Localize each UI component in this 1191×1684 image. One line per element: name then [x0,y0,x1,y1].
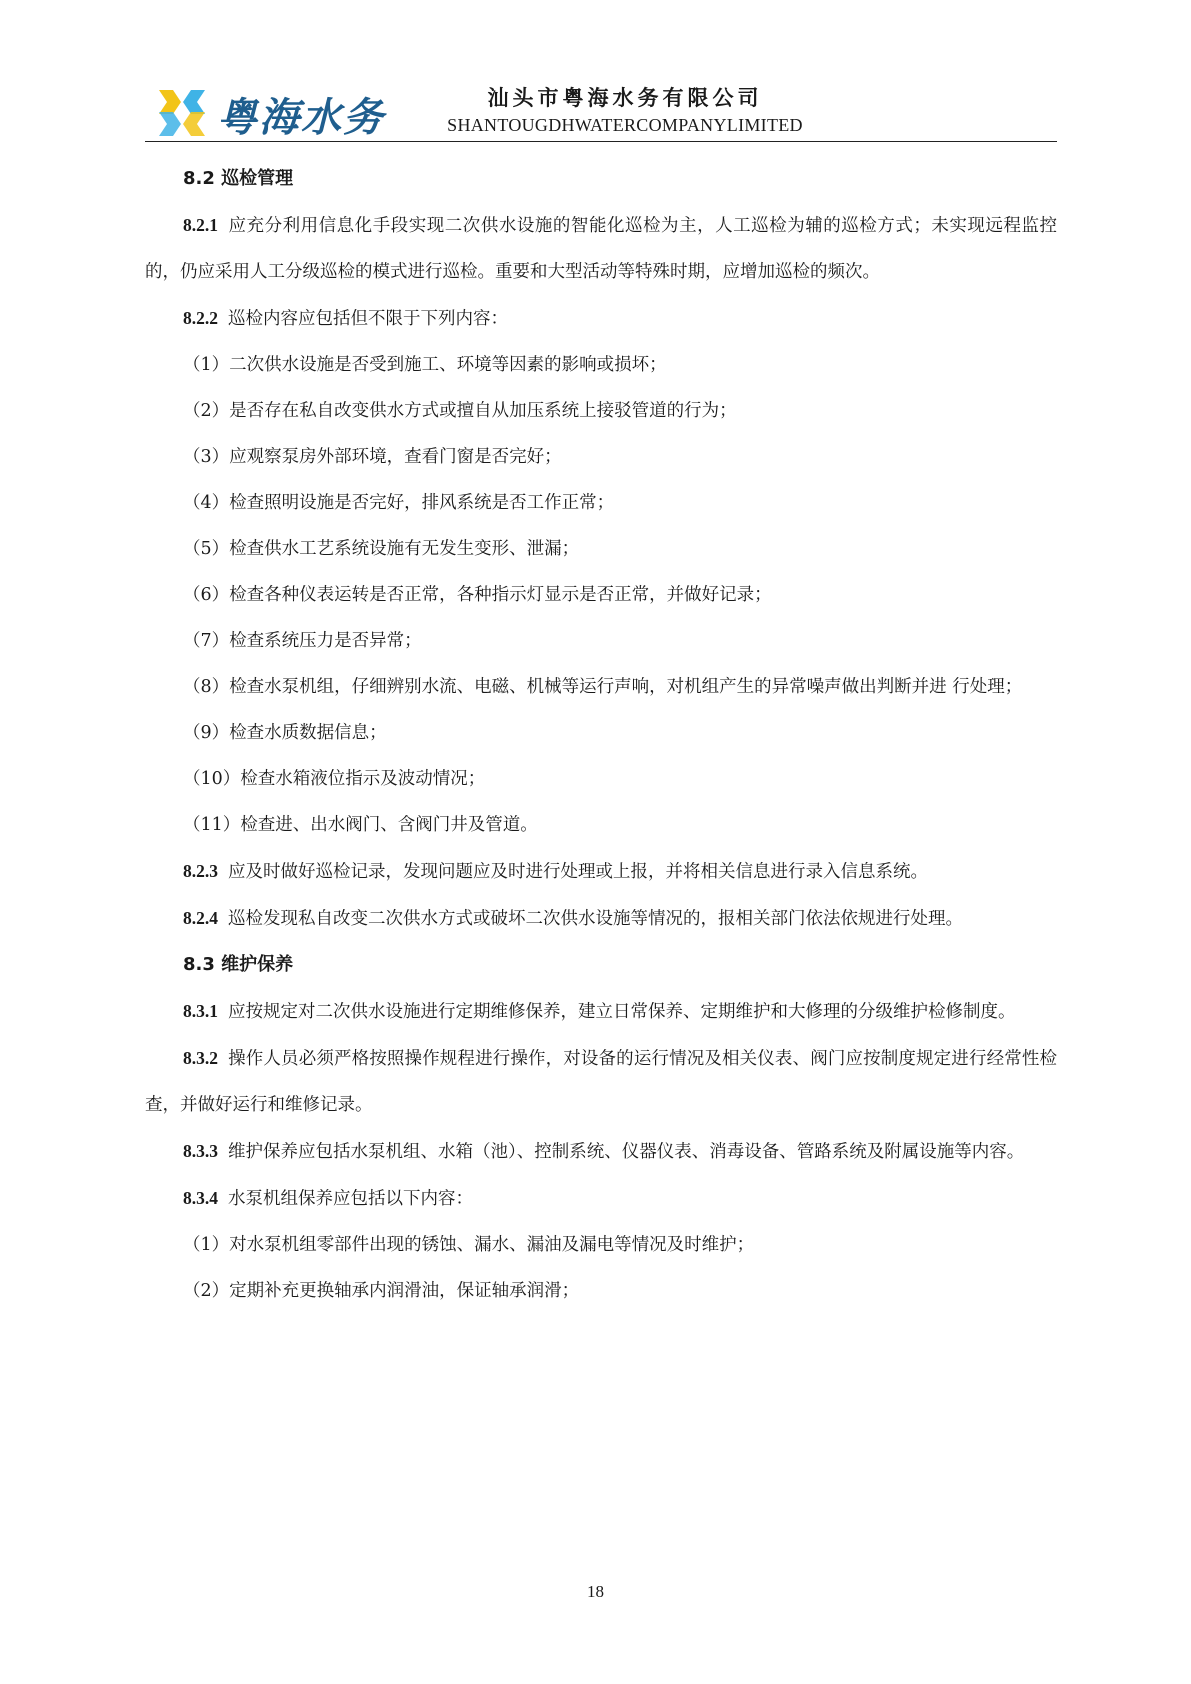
clause-number: 8.2.4 [183,908,218,928]
list-item: （1）二次供水设施是否受到施工、环境等因素的影响或损坏； [183,355,667,375]
company-name-en: SHANTOUGDHWATERCOMPANYLIMITED [447,115,803,135]
clause-number: 8.3.4 [183,1188,218,1208]
clause-number: 8.2.2 [183,308,218,328]
clause-number: 8.3.1 [183,1001,218,1021]
list-item: （6）检查各种仪表运转是否正常，各种指示灯显示是否正常，并做好记录； [183,585,772,605]
clause-text: 应充分利用信息化手段实现二次供水设施的智能化巡检为主，人工巡检为辅的巡检方式；未实现远程监控的，仍应采用人工分级巡检的模式进行巡检。重要和大型活动等特殊时期，应增加巡检的频次。 [145,216,1057,282]
clause-number: 8.2.3 [183,861,218,881]
company-logo-icon [155,82,209,138]
clause-8-3-1 [145,988,1057,1035]
clause-8-3-3 [145,1128,1057,1175]
company-name-cn: 汕头市粤海水务有限公司 [487,86,763,110]
brand-name: 粤海水务 [217,95,385,141]
section-title-8-3: 8.3 维护保养 [183,954,294,975]
list-item: （10）检查水箱液位指示及波动情况； [183,769,486,789]
clause-8-2-4 [145,895,1057,942]
clause-number: 8.2.1 [183,215,218,235]
list-item: （2）是否存在私自改变供水方式或擅自从加压系统上接驳管道的行为； [183,401,737,421]
clause-text: 应及时做好巡检记录，发现问题应及时进行处理或上报，并将相关信息进行录入信息系统。 [228,862,928,882]
clause-8-3-2 [145,1035,1057,1128]
clause-text: 巡检发现私自改变二次供水方式或破坏二次供水设施等情况的，报相关部门依法依规进行处理。 [228,909,963,929]
list-item: （4）检查照明设施是否完好，排风系统是否工作正常； [183,493,615,513]
list-item: （1）对水泵机组零部件出现的锈蚀、漏水、漏油及漏电等情况及时维护； [183,1235,755,1255]
document-body [145,156,1057,1314]
clause-text: 维护保养应包括水泵机组、水箱（池）、控制系统、仪器仪表、消毒设备、管路系统及附属设施等内容。 [228,1142,1025,1162]
list-item: （9）检查水质数据信息； [183,723,387,743]
clause-number: 8.3.2 [183,1048,218,1068]
list-item: （2）定期补充更换轴承内润滑油，保证轴承润滑； [183,1281,580,1301]
clause-8-2-3 [145,848,1057,895]
clause-text: 操作人员必须严格按照操作规程进行操作，对设备的运行情况及相关仪表、阀门应按制度规定进行经常性检查，并做好运行和维修记录。 [145,1049,1057,1115]
clause-8-2-2 [145,295,1057,342]
clause-8-2-1 [145,202,1057,295]
clause-8-3-4 [145,1175,1057,1222]
list-item: （11）检查进、出水阀门、含阀门井及管道。 [183,815,538,835]
list-item: （7）检查系统压力是否异常； [183,631,422,651]
clause-text: 水泵机组保养应包括以下内容： [228,1189,473,1209]
clause-text: 应按规定对二次供水设施进行定期维修保养，建立日常保养、定期维护和大修理的分级维护检修制度。 [228,1002,1016,1022]
list-item: （5）检查供水工艺系统设施有无发生变形、泄漏； [183,539,580,559]
header-divider [145,141,1057,142]
clause-number: 8.3.3 [183,1141,218,1161]
section-title-8-2: 8.2 巡检管理 [183,168,294,189]
page-number: 18 [587,1582,604,1601]
list-item: （8）检查水泵机组，仔细辨别水流、电磁、机械等运行声响，对机组产生的异常噪声做出判断并进 行处理； [183,677,1023,697]
page-header [145,80,1057,142]
list-item: （3）应观察泵房外部环境，查看门窗是否完好； [183,447,562,467]
clause-text: 巡检内容应包括但不限于下列内容： [228,309,508,329]
